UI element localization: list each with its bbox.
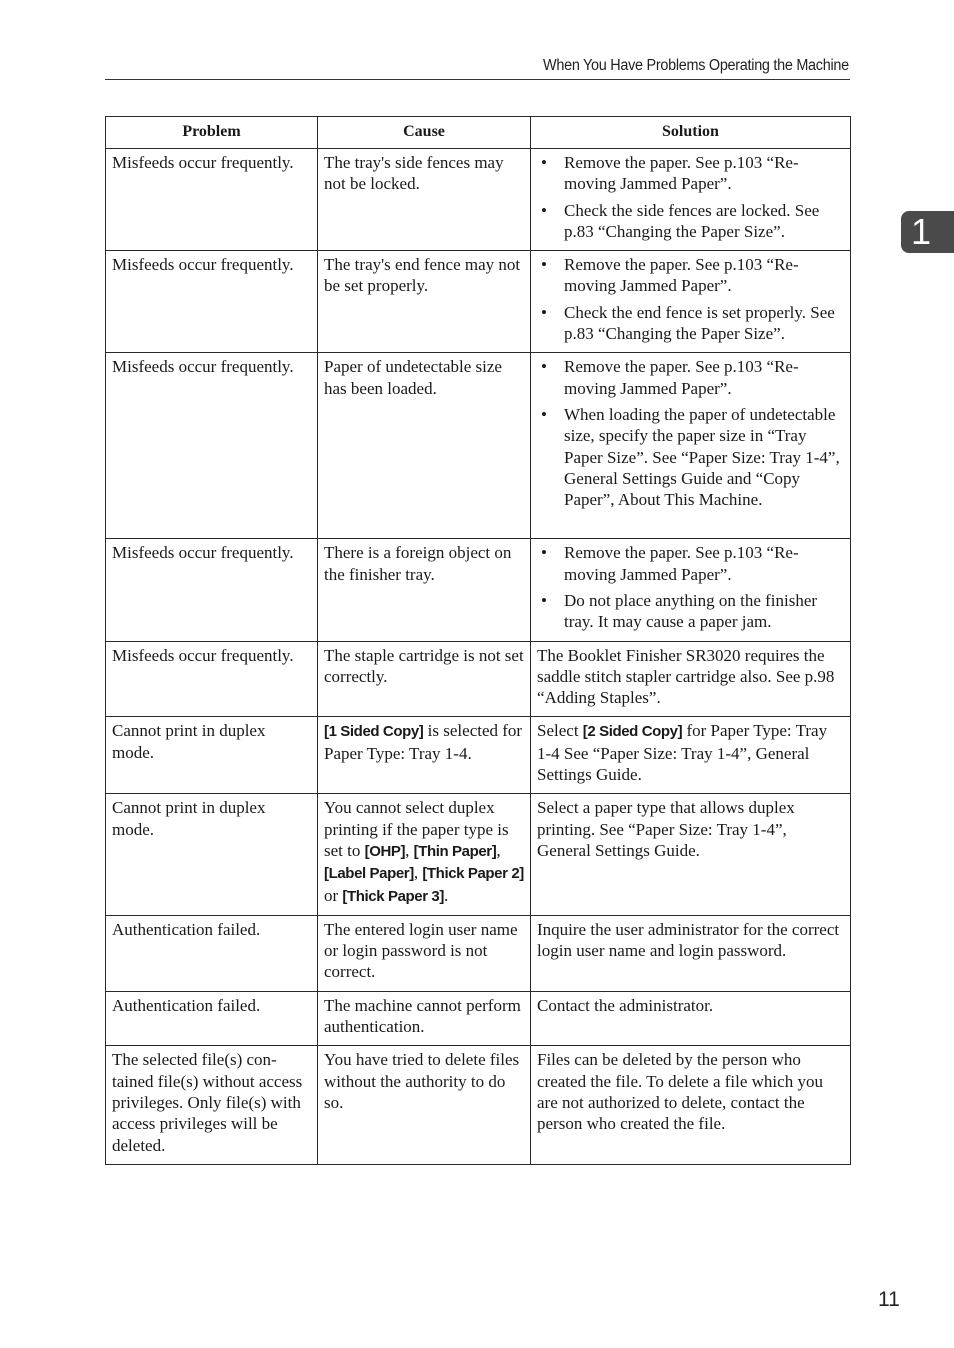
solution-list (537, 254, 844, 344)
solution-item: • When loading the paper of undetectable size, specify the paper size in “Tray Paper Size”. See “Paper Size: Tray 1-4”, General Settings Guide and “Copy Paper”, About This Machine. (537, 404, 844, 510)
solution-item: • Remove the paper. See p.103 “Removing Jammed Paper”. (537, 254, 844, 297)
table-row (106, 794, 851, 915)
table-row (106, 149, 851, 251)
problem-cell: Cannot print in duplex mode. (106, 717, 318, 794)
solution-list (537, 152, 844, 242)
separator-text: , (413, 863, 423, 883)
column-header-solution: Solution (531, 117, 851, 149)
solution-cell (531, 717, 851, 794)
cause-cell: The tray's end fence may not be set properly. (318, 251, 531, 353)
solution-cell: Files can be deleted by the person who created the file. To delete a file which you are not authorized to delete, contact the person who created the file. (531, 1046, 851, 1164)
problem-cell: Authentication failed. (106, 991, 318, 1046)
solution-item: • Remove the paper. See p.103 “Removing Jammed Paper”. (537, 152, 844, 195)
problem-cell: Misfeeds occur frequently. (106, 251, 318, 353)
cause-cell: The entered login user name or login password is not correct. (318, 915, 531, 991)
key-label: [Thick Paper 2] (422, 865, 524, 883)
column-header-cause: Cause (318, 117, 531, 149)
solution-item: • Check the end fence is set properly. See p.83 “Changing the Paper Size”. (537, 302, 844, 345)
cause-cell (318, 717, 531, 794)
key-label: [Thin Paper] (413, 842, 497, 860)
table-row (106, 717, 851, 794)
solution-item: • Remove the paper. See p.103 “Removing Jammed Paper”. (537, 542, 844, 585)
cause-cell: The machine cannot perform authentication. (318, 991, 531, 1046)
problem-cell: Cannot print in duplex mode. (106, 794, 318, 915)
table-row (106, 915, 851, 991)
solution-list (537, 356, 844, 510)
key-label: [OHP] (364, 842, 406, 860)
table-row (106, 641, 851, 717)
cause-cell: Paper of undetectable size has been loaded. (318, 353, 531, 539)
cause-cell (318, 794, 531, 915)
solution-item: • Check the side fences are locked. See p.83 “Changing the Paper Size”. (537, 200, 844, 243)
troubleshooting-table (105, 116, 851, 1165)
cause-cell: You have tried to delete files without the authority to do so. (318, 1046, 531, 1164)
key-label: [1 Sided Copy] (324, 723, 424, 741)
problem-cell: Misfeeds occur frequently. (106, 539, 318, 641)
problem-cell: Misfeeds occur frequently. (106, 641, 318, 717)
table-header-row (106, 117, 851, 149)
solution-cell (531, 251, 851, 353)
solution-list (537, 542, 844, 632)
problem-cell: Authentication failed. (106, 915, 318, 991)
solution-cell: Inquire the user administrator for the correct login user name and login password. (531, 915, 851, 991)
solution-text: Select (537, 721, 583, 741)
solution-cell: Select a paper type that allows duplex printing. See “Paper Size: Tray 1-4”, General Settings Guide. (531, 794, 851, 915)
solution-cell (531, 539, 851, 641)
solution-item: • Remove the paper. See p.103 “Removing Jammed Paper”. (537, 356, 844, 399)
cause-cell: The tray's side fences may not be locked. (318, 149, 531, 251)
cause-text: You cannot select duplex printing if the paper type is set to (324, 798, 509, 860)
header-divider (105, 79, 850, 80)
separator-text: , (496, 840, 501, 860)
cause-cell: The staple cartridge is not set correctly. (318, 641, 531, 717)
solution-cell: Contact the administrator. (531, 991, 851, 1046)
cause-cell: There is a foreign object on the finisher tray. (318, 539, 531, 641)
separator-text: or (324, 885, 343, 905)
problem-cell: Misfeeds occur frequently. (106, 353, 318, 539)
solution-item: • Do not place anything on the finisher tray. It may cause a paper jam. (537, 590, 844, 633)
chapter-tab (901, 211, 954, 253)
column-header-problem: Problem (106, 117, 318, 149)
key-label: [Label Paper] (324, 865, 414, 883)
table-row (106, 353, 851, 539)
table-row (106, 539, 851, 641)
chapter-number: 1 (911, 211, 932, 252)
page-number: 11 (878, 1288, 900, 1311)
solution-cell: The Booklet Finisher SR3020 requires the saddle stitch stapler cartridge also. See p.98 “Adding Staples”. (531, 641, 851, 717)
key-label: [Thick Paper 3] (342, 887, 444, 905)
problem-cell: The selected file(s) contained file(s) without access privileges. Only file(s) with access privileges will be deleted. (106, 1046, 318, 1164)
key-label: [2 Sided Copy] (582, 723, 683, 741)
solution-cell (531, 353, 851, 539)
running-header: When You Have Problems Operating the Machine (543, 57, 849, 74)
table-row (106, 1046, 851, 1164)
cause-text: is selected for Paper Type: Tray 1-4. (324, 721, 523, 763)
table-row (106, 251, 851, 353)
solution-cell (531, 149, 851, 251)
separator-text: , (405, 840, 414, 860)
table-row (106, 991, 851, 1046)
problem-cell: Misfeeds occur frequently. (106, 149, 318, 251)
separator-text: . (443, 885, 449, 905)
solution-text: for Paper Type: Tray 1-4 See “Paper Size: Tray 1-4”, General Settings Guide. (537, 721, 828, 785)
